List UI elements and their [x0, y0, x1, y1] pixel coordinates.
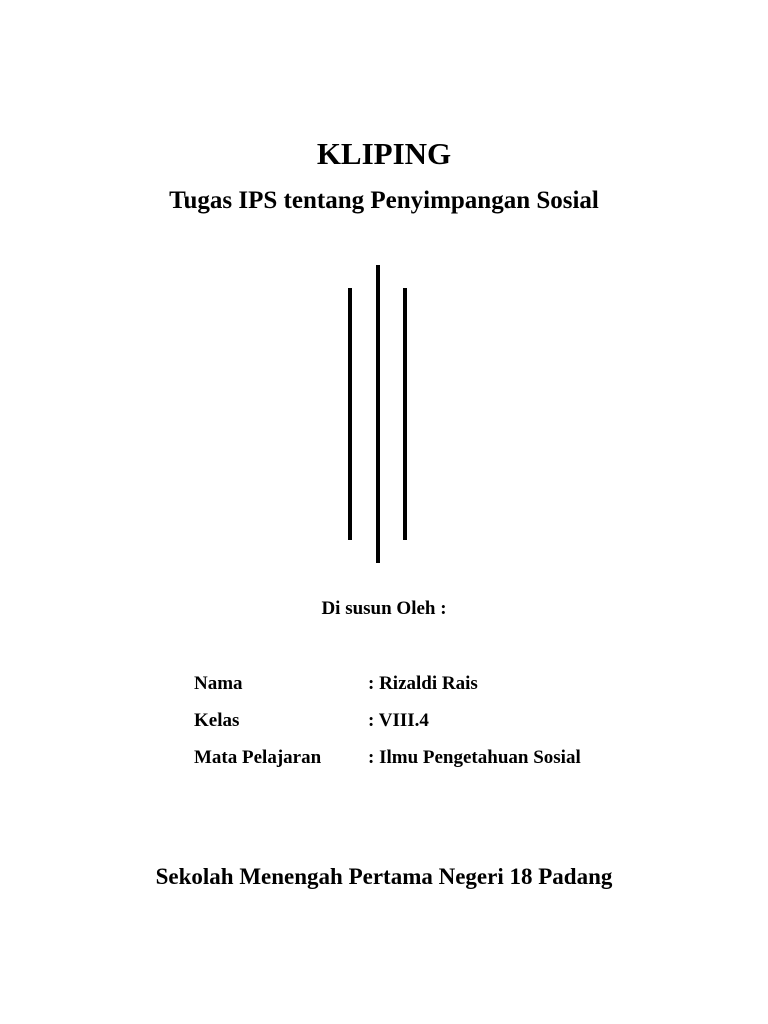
info-label: Kelas: [194, 710, 240, 731]
info-value: : Ilmu Pengetahuan Sosial: [368, 744, 581, 781]
info-label: Nama: [194, 673, 243, 694]
info-row-name: [194, 670, 581, 707]
document-title: KLIPING: [316, 136, 452, 171]
document-subtitle: Tugas IPS tentang Penyimpangan Sosial: [169, 187, 599, 214]
decorative-bar-left: [348, 288, 352, 540]
decorative-bar-right: [403, 288, 407, 540]
author-info-table: [194, 670, 581, 781]
info-row-subject: [194, 744, 581, 781]
decorative-bar-center: [376, 265, 380, 563]
info-value: : Rizaldi Rais: [368, 670, 478, 707]
school-name: Sekolah Menengah Pertama Negeri 18 Padang: [155, 864, 613, 889]
info-row-class: [194, 707, 581, 744]
info-value: : VIII.4: [368, 707, 429, 744]
author-heading: Di susun Oleh :: [321, 598, 447, 619]
info-label: Mata Pelajaran: [194, 747, 322, 768]
